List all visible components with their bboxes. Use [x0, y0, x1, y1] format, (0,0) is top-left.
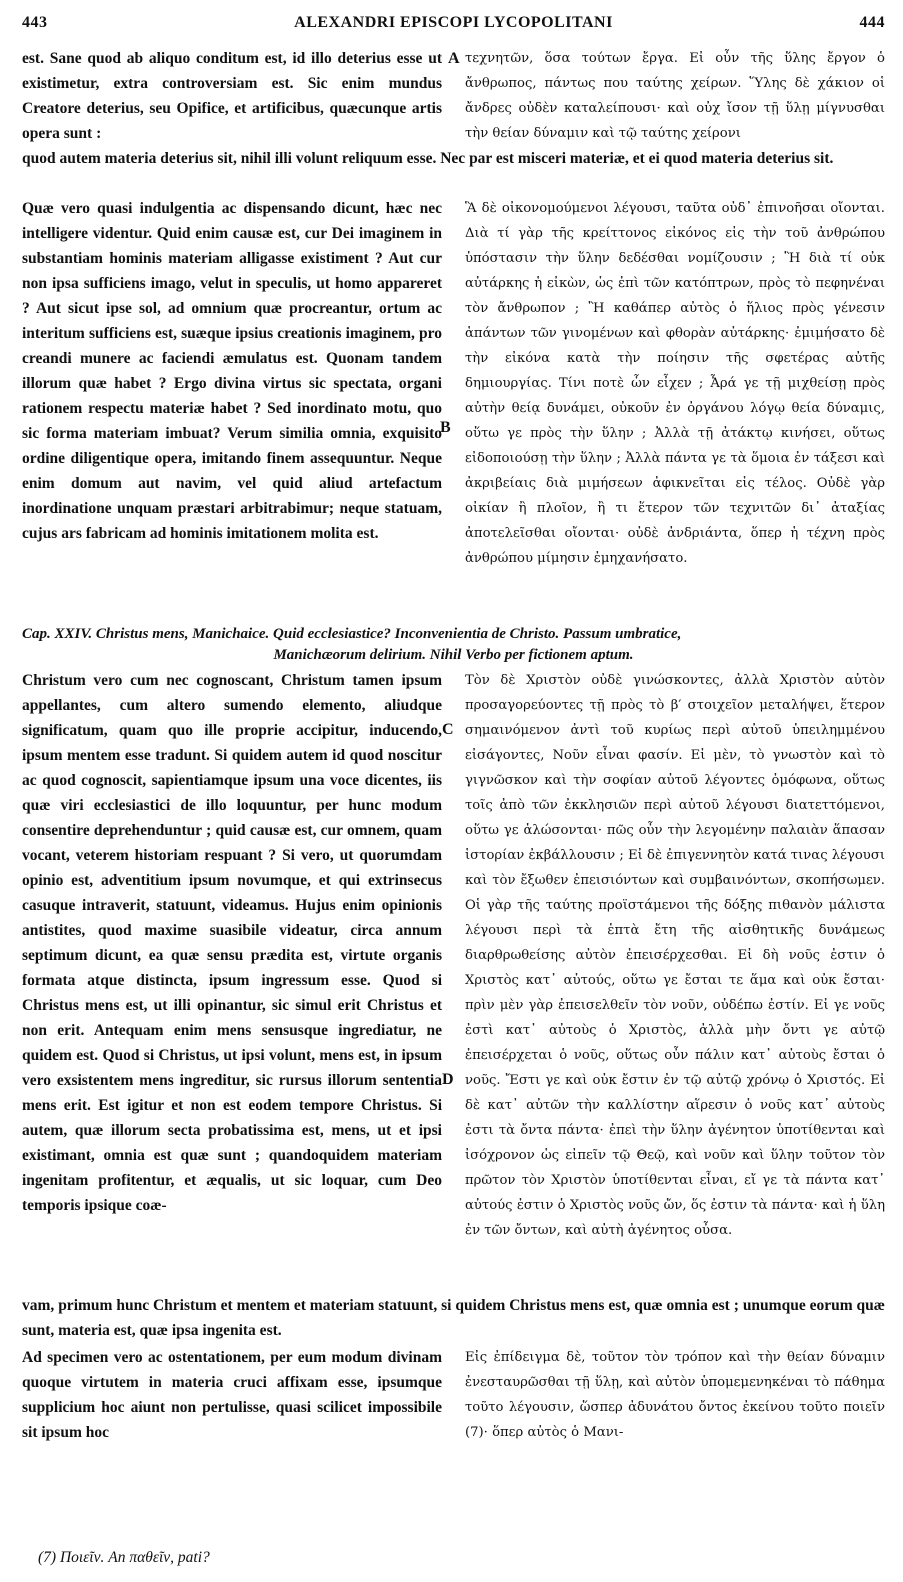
greek-paragraph-2: Ἃ δὲ οἰκονομούμενοι λέγουσι, ταῦτα οὐδ᾽ ἐπινοῆσαι οἴονται. Διὰ τί γὰρ τῆς κρείττονος εἰκόνος εἰς τὴν τοῦ ἀνθρώπου ὑπόστασιν τὴν ὕλην δεδέσθαι νομίζουσιν ; Ἢ διὰ τί οὐκ αὐτάρκης ἡ εἰκὼν, ὡς ἐπὶ τῶν κατόπτρων, πρὸς τὸ πεφηνέναι τὸν ἄνθρωπον ; Ἢ καθάπερ αὐτὸς ὁ ἥλιος πρὸς γένεσιν ἁπάντων τῶν γινομένων καὶ φθορὰν αὐτάρκης· ἐμιμήσατο δὲ τὴν εἰκόνα κατὰ τὴν ποίησιν τῆς σφετέρας αὐτῆς δημιουργίας. Τίνι ποτὲ ὧν εἶχεν ; Ἆρά γε τῇ μιχθείσῃ πρὸς αὐτὴν θείᾳ δυνάμει, οὐκοῦν ἐν ὀργάνου λόγῳ θεία δύναμις, οὕτω γε πρὸς τὴν ὕλην ; Ἀλλὰ τῇ ἀτάκτῳ κινήσει, οὕτως εἰδοποιούσῃ τὴν ὕλην ; Ἀλλὰ πάντα γε τὰ ὅμοια ἐν τάξεσι καὶ ἀκριβείαις διὰ μιμήσεων ἀφικνεῖται εἰς τέλος. Οὐδὲ γὰρ οἰκίαν ἢ πλοῖον, ἢ τι ἕτερον τῶν τεχνιτῶν δι᾽ ἀταξίας ἀποτελεῖσθαι οἴονται· οὐδὲ ἀνδριάντα, ὅπερ ἡ τέχνη πρὸς ἀνθρώπου μίμησιν ἐμηχανήσατο. — [465, 201, 885, 566]
latin-fullwidth-2: vam, primum hunc Christum et mentem et materiam statuunt, si quidem Christus mens est, quæ omnia est ; unumque eorum quæ sunt, materia est, quæ ipsa ingenita est. — [22, 1297, 885, 1339]
margin-marker-a: A — [448, 50, 460, 67]
running-header — [22, 14, 885, 36]
latin-fullwidth-1: quod autem materia deterius sit, nihil illi volunt reliquum esse. Nec par est misceri materiæ, et ei quod materia deterius sit. — [22, 150, 834, 167]
margin-marker-b: B — [440, 419, 451, 436]
chapter-heading — [22, 624, 885, 666]
latin-paragraph-3: Christum vero cum nec cognoscant, Christum tamen ipsum appellantes, cum altero sumendo elemento, aliudque significatum, quam quo ille proprie accipitur, inducendo, ipsum mentem esse tradunt. Si quidem autem id quod noscitur ac quod cognoscit, sapientiamque ipsum una voce dicentes, iis quæ viri ecclesiastici de illo loquuntur, per hunc modum consentire deprehenduntur ; quid causæ est, cur omnem, quam vocant, veterem historiam respuant ? Si vero, ut quorumdam opinio est, adventitium ipsum novumque, et qui extrinsecus casuque intraverit, statuunt, videamus. Hujus enim opinionis antistites, quod maxime suasibile videatur, circa annum septimum dicunt, ea quæ sensu prædita est, virtute organis formata atque distincta, ipsum ingressum esse. Quod si Christus mens est, ut illi opinantur, sic simul erit Christus et non erit. Antequam enim mens sensusque ingrediatur, ne quidem est. Quod si Christus, ut ipsi volunt, mens est, in ipsum vero exsistentem mens ingreditur, sic rursus illorum sententia mens erit. Est igitur et non est eodem tempore Christus. Si autem, quæ illorum secta probatissima est, mens, ut et ipsi existimant, omnia est quæ sunt ; quandoquidem materiam ingenitam profitentur, et æqualis, ut sic loquar, cum Deo temporis ipsique coæ- — [22, 672, 442, 1214]
latin-paragraph-1: est. Sane quod ab aliquo conditum est, id illo deterius esse ut existimetur, extra controversiam est. Sic enim mundus Creatore deterius, seu Opifice, et artificibus, quæcunque artis opera sunt : — [22, 50, 442, 142]
footnote: (7) Ποιεῖν. An παθεῖν, pati? — [38, 1549, 210, 1566]
greek-paragraph-1: τεχνητῶν, ὅσα τούτων ἔργα. Εἰ οὖν τῆς ὕλης ἔργον ὁ ἄνθρωπος, πάντως που ταύτης χείρων. Ὕλης δὲ χάκιον οἱ ἄνδρες οὐδὲν καταλείπουσι· καὶ οὐχ ἴσον τῇ ὕλῃ μίγνυσθαι τὴν θείαν δύναμιν καὶ τῷ ταύτης χείρονι — [465, 51, 885, 141]
chapter-heading-line-2: Manichæorum delirium. Nihil Verbo per fictionem aptum. — [273, 647, 634, 663]
greek-paragraph-4: Εἰς ἐπίδειγμα δὲ, τοῦτον τὸν τρόπον καὶ τὴν θείαν δύναμιν ἐνεσταυρῶσθαι τῇ ὕλῃ, καὶ αὐτὸν ὑπομεμενηκέναι τὸ πάθημα τοῦτο λέγουσιν, ὥσπερ ἀδυνάτου ὄντος ἐκείνου τοῦτο ποιεῖν (7)· ὅπερ αὐτὸς ὁ Μανι- — [465, 1350, 885, 1440]
latin-paragraph-2: Quæ vero quasi indulgentia ac dispensando dicunt, hæc nec intelligere videntur. Quid enim causæ est, cur Dei imaginem in substantiam hominis materiam alligasse existiment ? Aut cur non ipsa sufficiens imago, velut in speculis, ut homo appareret ? Aut sicut ipse sol, ad omnium quæ procreantur, ortum ac interitum sufficiens est, suæque ipsius creationis imaginem, pro creandi munere ac faciendi æmulatus est. Quonam tandem illorum quæ habet ? Ergo divina virtus sic spectata, organi rationem respectu materiæ habet ? Sed inordinato motu, quo sic forma materiam imbuat? Verum similia omnia, exquisito ordine diligentique opera, imitando finem assequuntur. Neque enim domum aut navim, vel quid aliud artefactum inordinatione unquam præstari arbitrabimur; neque statuam, cujus ars fabricam ad hominis imitationem molita est. — [22, 200, 442, 542]
running-title: ALEXANDRI EPISCOPI LYCOPOLITANI — [294, 14, 613, 31]
margin-marker-c: C — [442, 721, 454, 738]
greek-paragraph-3: Τὸν δὲ Χριστὸν οὐδὲ γινώσκοντες, ἀλλὰ Χριστὸν αὐτὸν προσαγορεύοντες τῇ πρὸς τὸ β′ στοιχεῖον μεταλήψει, ἕτερον σημαινόμενον ἀντὶ τοῦ κυρίως περὶ αὐτοῦ ὑπειλημμένου εἰσάγοντες, Νοῦν εἶναι φασίν. Εἰ μὲν, τὸ γνωστὸν καὶ τὸ γιγνῶσκον καὶ τὴν σοφίαν αὐτοῦ λέγοντες ὁμόφωνα, οὕτως τοῖς ἀπὸ τῶν ἐκκλησιῶν περὶ αὐτοῦ λέγουσι διατεττόμενοι, οὕτω γε ἁλώσονται· πῶς οὖν τὴν λεγομένην παλαιὰν ἅπασαν ἱστορίαν ἐκβάλλουσιν ; Εἰ δὲ ἐπιγεννητὸν κατά τινας λέγουσι καὶ τὸν ἔξωθεν ἐπεισιόντων καὶ συμβαινόντων, σκοπήσωμεν. Οἱ γὰρ τῆς ταύτης προϊστάμενοι τῆς δόξης πιθανὸν μάλιστα λέγουσι περὶ τὰ ἑπτὰ ἔτη τῆς αἰσθητικῆς δυνάμεως διαρθρωθείσης αὐτὸν ἐπεισέρχεσθαι. Εἰ δὴ νοῦς ἐστιν ὁ Χριστὸς κατ᾽ αὐτούς, οὕτω γε ἔσται τε ἅμα καὶ οὐκ ἔσται· πρὶν μὲν γὰρ ἐπεισελθεῖν τὸν νοῦν, οὐδέπω ἐστίν. Εἰ γε νοῦς ἐστὶ κατ᾽ αὐτοὺς ὁ Χριστὸς, ἀλλὰ μὴν ὄντι γε αὐτῷ ἐπεισέρχεται ὁ νοῦς, οὕτως οὖν πάλιν κατ᾽ αὐτοὺς ἔσται ὁ νοῦς. Ἔστι γε καὶ οὐκ ἔστιν ἐν τῷ αὐτῷ χρόνῳ ὁ Χριστός. Εἰ δὲ κατ᾽ αὐτῶν τὴν καλλίστην αἵρεσιν ὁ νοῦς κατ᾽ αὐτοὺς ἐστι τὰ ὄντα πάντα· ἐπεὶ τὴν ὕλην ἀγένητον ὑποτίθενται καὶ ἰσόχρονον ὡς εἰπεῖν τῷ Θεῷ, καὶ νοῦν καὶ ὕλην τοῦτον τὸν πρῶτον τὸν Χριστὸν ὑποτίθενται εἶναι, εἴ γε τὰ πάντα κατ᾽ αὐτούς ἐστιν ὁ Χριστὸς νοῦς ὤν, ὅς ἐστιν τὰ πάντα· καὶ ἡ ὕλη ἐν τῶν ὄντων, καὶ αὐτὴ ἀγένητος οὖσα. — [465, 673, 885, 1238]
margin-marker-d: D — [442, 1071, 454, 1088]
chapter-heading-line-1: Cap. XXIV. Christus mens, Manichaice. Quid ecclesiastice? Inconvenientia de Christo. Passum umbratice, — [22, 626, 682, 642]
latin-paragraph-4: Ad specimen vero ac ostentationem, per eum modum divinam quoque virtutem in materia cruci affixam esse, ipsumque supplicium hoc aiunt non pertulisse, quasi scilicet impossibile sit ipsum hoc — [22, 1349, 442, 1441]
page-number-left: 443 — [22, 14, 48, 31]
page-number-right: 444 — [859, 14, 885, 31]
